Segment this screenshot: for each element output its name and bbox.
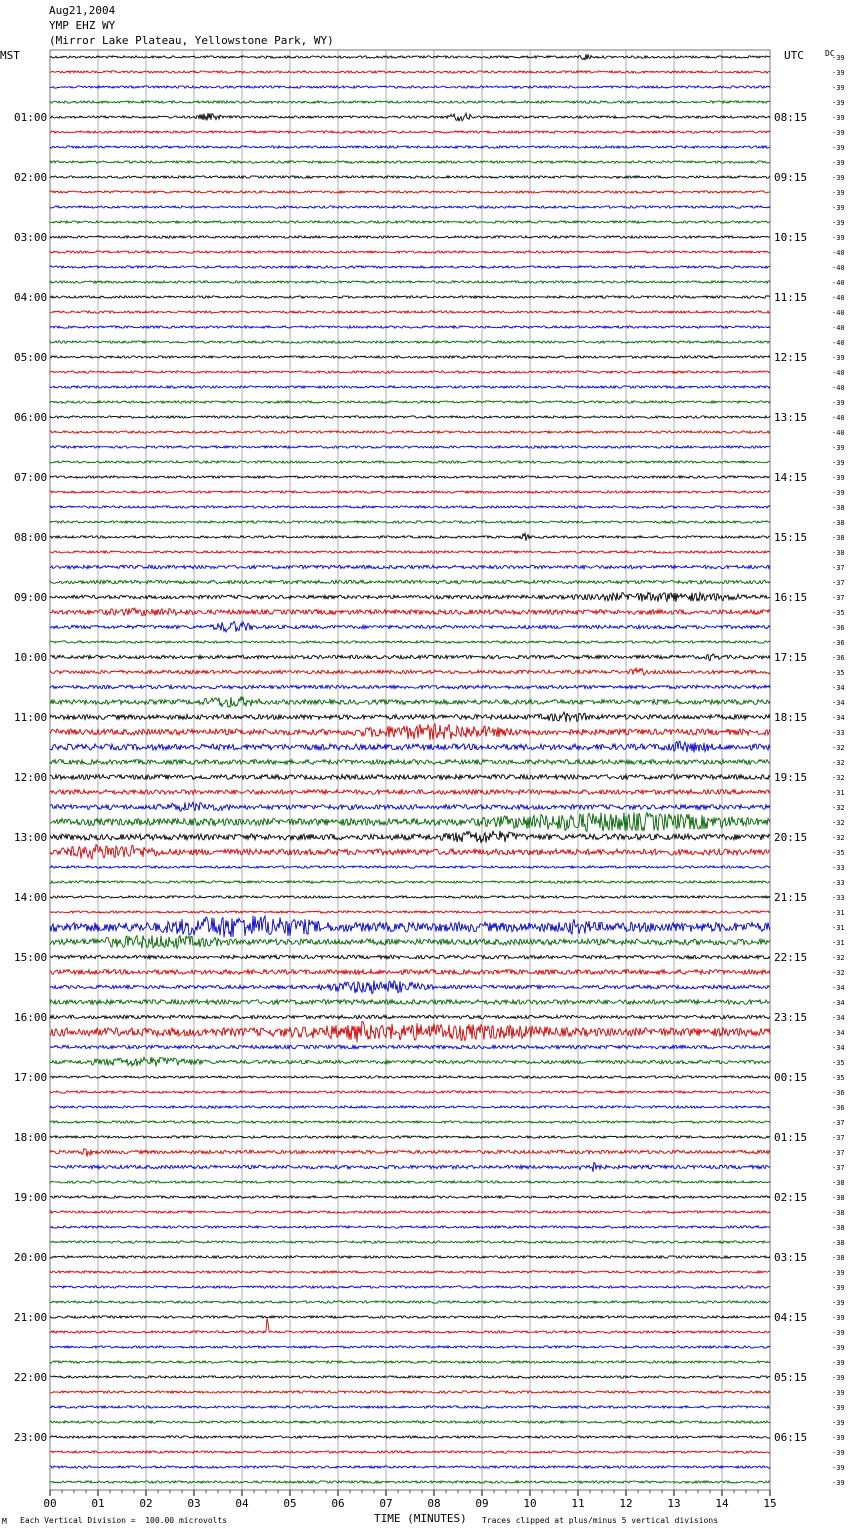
- x-tick-label: 04: [235, 1497, 249, 1510]
- seismic-trace: [50, 935, 770, 948]
- dc-offset-value: -39: [832, 1419, 845, 1427]
- seismic-trace: [50, 113, 770, 121]
- date-label: Aug21,2004: [49, 4, 116, 17]
- left-hour-label: 10:00: [14, 651, 48, 664]
- seismic-trace: [50, 551, 770, 553]
- seismic-trace: [50, 191, 770, 193]
- dc-offset-value: -34: [832, 699, 845, 707]
- dc-offset-value: -39: [832, 459, 845, 467]
- dc-offset-value: -40: [832, 309, 845, 317]
- left-hour-label: 16:00: [14, 1011, 48, 1024]
- scale-note: Each Vertical Division = 100.00 microvolts: [20, 1516, 228, 1525]
- dc-offset-value: -38: [832, 549, 845, 557]
- seismic-trace: [50, 251, 770, 253]
- left-hour-label: 19:00: [14, 1191, 48, 1204]
- dc-offset-value: -36: [832, 1104, 845, 1112]
- seismic-trace: [50, 386, 770, 388]
- x-tick-label: 12: [619, 1497, 633, 1510]
- seismic-trace: [50, 970, 770, 975]
- seismic-trace: [50, 1466, 770, 1468]
- seismic-trace: [50, 176, 770, 178]
- seismic-trace: [50, 1045, 770, 1049]
- dc-offset-value: -37: [832, 1119, 845, 1127]
- seismic-trace: [50, 1226, 770, 1228]
- seismic-trace: [50, 845, 770, 859]
- seismic-trace: [50, 1436, 770, 1438]
- seismic-trace: [50, 724, 770, 740]
- location-label: (Mirror Lake Plateau, Yellowstone Park, WY): [49, 34, 334, 47]
- seismic-trace: [50, 296, 770, 298]
- corner-mark: M: [2, 1517, 7, 1526]
- seismic-trace: [50, 697, 770, 708]
- dc-offset-value: -38: [832, 534, 845, 542]
- dc-offset-value: -36: [832, 1089, 845, 1097]
- left-hour-label: 23:00: [14, 1431, 48, 1444]
- right-hour-label: 19:15: [774, 771, 808, 784]
- dc-offset-value: -31: [832, 924, 845, 932]
- right-hour-label: 14:15: [774, 471, 808, 484]
- seismic-trace: [50, 1076, 770, 1078]
- dc-offset-value: -32: [832, 954, 845, 962]
- dc-offset-value: -35: [832, 609, 845, 617]
- dc-offset-value: -32: [832, 804, 845, 812]
- right-hour-label: 04:15: [774, 1311, 808, 1324]
- dc-offset-value: -40: [832, 414, 845, 422]
- seismic-trace: [50, 621, 770, 632]
- right-hour-label: 22:15: [774, 951, 808, 964]
- left-hour-label: 18:00: [14, 1131, 48, 1144]
- left-hour-label: 02:00: [14, 171, 48, 184]
- seismic-trace: [50, 521, 770, 523]
- seismic-trace: [50, 266, 770, 268]
- dc-offset-value: -40: [832, 384, 845, 392]
- seismic-trace: [50, 712, 770, 722]
- dc-offset-value: -36: [832, 624, 845, 632]
- x-axis: [43, 1490, 776, 1510]
- seismic-trace: [50, 431, 770, 433]
- seismic-trace: [50, 565, 770, 569]
- right-hour-label: 05:15: [774, 1371, 808, 1384]
- dc-offset-value: -39: [832, 174, 845, 182]
- seismic-trace: [50, 608, 770, 616]
- dc-offset-value: -35: [832, 1074, 845, 1082]
- dc-offset-value: -32: [832, 819, 845, 827]
- dc-offset-value: -39: [832, 204, 845, 212]
- seismic-trace: [50, 356, 770, 358]
- dc-offset-value: -39: [832, 1449, 845, 1457]
- seismic-trace: [50, 668, 770, 675]
- dc-offset-value: -36: [832, 639, 845, 647]
- seismic-trace: [50, 654, 770, 661]
- dc-offset-value: -39: [832, 1359, 845, 1367]
- seismic-trace: [50, 1015, 770, 1019]
- seismic-trace: [50, 221, 770, 223]
- left-hour-label: 05:00: [14, 351, 48, 364]
- seismic-trace: [50, 101, 770, 103]
- dc-offset-value: -39: [832, 114, 845, 122]
- dc-offset-value: -40: [832, 249, 845, 257]
- dc-offset-value: -39: [832, 1434, 845, 1442]
- dc-offset-value: -36: [832, 654, 845, 662]
- x-tick-label: 13: [667, 1497, 681, 1510]
- dc-offset-value: -38: [832, 1209, 845, 1217]
- x-tick-label: 07: [379, 1497, 393, 1510]
- right-hour-label: 13:15: [774, 411, 808, 424]
- left-hour-label: 12:00: [14, 771, 48, 784]
- left-timezone-label: MST: [0, 49, 20, 62]
- seismic-trace: [50, 916, 770, 938]
- seismic-trace: [50, 1361, 770, 1363]
- dc-offset-value: -39: [832, 489, 845, 497]
- seismic-trace: [50, 1136, 770, 1138]
- seismic-trace: [50, 146, 770, 148]
- dc-offset-value: -40: [832, 339, 845, 347]
- x-tick-label: 08: [427, 1497, 441, 1510]
- plot-grid: [50, 50, 770, 1490]
- seismic-trace: [50, 1318, 770, 1333]
- seismic-trace: [50, 491, 770, 493]
- seismic-trace: [50, 1022, 770, 1043]
- seismic-trace: [50, 1391, 770, 1393]
- x-tick-label: 06: [331, 1497, 345, 1510]
- dc-offset-value: -32: [832, 759, 845, 767]
- seismic-trace: [50, 831, 770, 843]
- dc-offset-value: -39: [832, 1404, 845, 1412]
- seismic-trace: [50, 71, 770, 73]
- dc-offset-value: -39: [832, 1344, 845, 1352]
- x-axis-title: TIME (MINUTES): [374, 1512, 467, 1525]
- dc-offset-value: -37: [832, 579, 845, 587]
- seismic-trace: [50, 812, 770, 831]
- dc-offset-value: -32: [832, 774, 845, 782]
- seismic-trace: [50, 131, 770, 133]
- seismic-trace: [50, 1149, 770, 1157]
- seismic-trace: [50, 236, 770, 238]
- dc-offset-value: -34: [832, 684, 845, 692]
- dc-offset-value: -40: [832, 264, 845, 272]
- dc-offset-value: -39: [832, 399, 845, 407]
- seismic-trace: [50, 1163, 770, 1172]
- left-hour-labels: [14, 111, 47, 1444]
- x-tick-label: 03: [187, 1497, 201, 1510]
- seismic-trace: [50, 446, 770, 448]
- right-hour-labels: [774, 111, 807, 1444]
- dc-offset-labels: [832, 54, 845, 1487]
- dc-offset-value: -38: [832, 1194, 845, 1202]
- dc-offset-value: -37: [832, 1134, 845, 1142]
- dc-offset-value: -39: [832, 1464, 845, 1472]
- dc-offset-value: -37: [832, 1149, 845, 1157]
- dc-offset-value: -39: [832, 144, 845, 152]
- dc-offset-value: -31: [832, 909, 845, 917]
- dc-offset-value: -39: [832, 159, 845, 167]
- dc-offset-value: -38: [832, 504, 845, 512]
- dc-offset-value: -39: [832, 69, 845, 77]
- dc-offset-value: -39: [832, 1374, 845, 1382]
- seismic-trace: [50, 641, 770, 643]
- left-hour-label: 14:00: [14, 891, 48, 904]
- right-hour-label: 01:15: [774, 1131, 808, 1144]
- dc-offset-value: -33: [832, 894, 845, 902]
- right-hour-label: 02:15: [774, 1191, 808, 1204]
- dc-offset-value: -35: [832, 669, 845, 677]
- seismic-trace: [50, 896, 770, 898]
- dc-offset-value: -35: [832, 1059, 845, 1067]
- right-hour-label: 03:15: [774, 1251, 808, 1264]
- dc-offset-value: -38: [832, 1179, 845, 1187]
- left-hour-label: 09:00: [14, 591, 48, 604]
- x-tick-label: 00: [43, 1497, 57, 1510]
- right-timezone-label: UTC: [784, 49, 804, 62]
- x-tick-label: 01: [91, 1497, 105, 1510]
- left-hour-label: 07:00: [14, 471, 48, 484]
- dc-offset-value: -34: [832, 1044, 845, 1052]
- seismic-trace: [50, 371, 770, 373]
- seismic-trace: [50, 1451, 770, 1453]
- right-hour-label: 12:15: [774, 351, 808, 364]
- dc-offset-value: -40: [832, 294, 845, 302]
- left-hour-label: 01:00: [14, 111, 48, 124]
- right-hour-label: 06:15: [774, 1431, 808, 1444]
- dc-offset-value: -37: [832, 564, 845, 572]
- plot-frame: [50, 50, 770, 1490]
- seismic-trace: [50, 881, 770, 883]
- seismic-trace: [50, 802, 770, 811]
- dc-offset-value: -39: [832, 84, 845, 92]
- dc-offset-value: -39: [832, 1329, 845, 1337]
- dc-offset-value: -39: [832, 99, 845, 107]
- seismic-trace: [50, 506, 770, 508]
- seismic-trace: [50, 1316, 770, 1318]
- dc-offset-value: -32: [832, 744, 845, 752]
- left-hour-label: 13:00: [14, 831, 48, 844]
- seismic-trace: [50, 775, 770, 780]
- x-tick-label: 02: [139, 1497, 153, 1510]
- seismic-trace: [50, 1421, 770, 1423]
- dc-offset-value: -40: [832, 369, 845, 377]
- seismic-trace: [50, 1346, 770, 1348]
- dc-offset-value: -37: [832, 594, 845, 602]
- seismic-trace: [50, 866, 770, 868]
- right-hour-label: 18:15: [774, 711, 808, 724]
- dc-offset-value: -39: [832, 1389, 845, 1397]
- seismic-trace: [50, 980, 770, 993]
- x-tick-label: 15: [763, 1497, 777, 1510]
- dc-offset-value: -40: [832, 429, 845, 437]
- left-hour-label: 17:00: [14, 1071, 48, 1084]
- seismic-trace: [50, 580, 770, 584]
- seismic-trace: [50, 955, 770, 959]
- right-hour-label: 16:15: [774, 591, 808, 604]
- dc-offset-value: -37: [832, 1164, 845, 1172]
- dc-offset-value: -33: [832, 864, 845, 872]
- dc-offset-value: -32: [832, 969, 845, 977]
- trace-group: [50, 54, 770, 1483]
- seismic-trace: [50, 592, 770, 602]
- dc-offset-value: -39: [832, 129, 845, 137]
- seismic-trace: [50, 1091, 770, 1093]
- x-tick-label: 14: [715, 1497, 729, 1510]
- seismic-trace: [50, 1256, 770, 1258]
- seismic-trace: [50, 790, 770, 795]
- clip-note: Traces clipped at plus/minus 5 vertical divisions: [482, 1516, 719, 1525]
- left-hour-label: 03:00: [14, 231, 48, 244]
- dc-offset-value: -39: [832, 1299, 845, 1307]
- right-hour-label: 15:15: [774, 531, 808, 544]
- seismic-trace: [50, 401, 770, 403]
- dc-offset-value: -38: [832, 519, 845, 527]
- seismic-trace: [50, 533, 770, 540]
- dc-offset-value: -34: [832, 999, 845, 1007]
- x-tick-label: 05: [283, 1497, 297, 1510]
- dc-offset-value: -34: [832, 1014, 845, 1022]
- dc-offset-value: -39: [832, 1269, 845, 1277]
- right-hour-label: 23:15: [774, 1011, 808, 1024]
- x-tick-label: 10: [523, 1497, 537, 1510]
- seismic-trace: [50, 1271, 770, 1273]
- right-hour-label: 17:15: [774, 651, 808, 664]
- seismic-trace: [50, 311, 770, 313]
- seismic-trace: [50, 1000, 770, 1005]
- dc-offset-value: -39: [832, 444, 845, 452]
- seismic-trace: [50, 206, 770, 208]
- seismic-trace: [50, 86, 770, 88]
- seismic-trace: [50, 1106, 770, 1108]
- dc-offset-value: -39: [832, 219, 845, 227]
- dc-offset-value: -39: [832, 1284, 845, 1292]
- seismic-trace: [50, 281, 770, 283]
- seismic-trace: [50, 685, 770, 689]
- left-hour-label: 22:00: [14, 1371, 48, 1384]
- dc-offset-value: -39: [832, 1314, 845, 1322]
- left-hour-label: 06:00: [14, 411, 48, 424]
- seismic-trace: [50, 1481, 770, 1483]
- seismic-trace: [50, 741, 770, 752]
- dc-offset-value: -39: [832, 189, 845, 197]
- seismic-trace: [50, 1286, 770, 1288]
- x-tick-label: 09: [475, 1497, 489, 1510]
- dc-offset-value: -40: [832, 279, 845, 287]
- dc-offset-value: -31: [832, 939, 845, 947]
- left-hour-label: 04:00: [14, 291, 48, 304]
- seismic-trace: [50, 1057, 770, 1066]
- left-hour-label: 21:00: [14, 1311, 48, 1324]
- seismic-trace: [50, 1301, 770, 1303]
- right-hour-label: 00:15: [774, 1071, 808, 1084]
- seismic-trace: [50, 1406, 770, 1408]
- right-hour-label: 11:15: [774, 291, 808, 304]
- seismic-trace: [50, 161, 770, 163]
- dc-offset-value: -39: [832, 474, 845, 482]
- seismic-trace: [50, 1196, 770, 1198]
- right-hour-label: 09:15: [774, 171, 808, 184]
- dc-offset-value: -33: [832, 729, 845, 737]
- left-hour-label: 15:00: [14, 951, 48, 964]
- dc-offset-value: -31: [832, 789, 845, 797]
- seismic-trace: [50, 54, 770, 60]
- left-hour-label: 08:00: [14, 531, 48, 544]
- seismic-trace: [50, 416, 770, 418]
- dc-offset-value: -38: [832, 1239, 845, 1247]
- seismic-trace: [50, 326, 770, 328]
- dc-offset-value: -39: [832, 234, 845, 242]
- seismic-trace: [50, 1376, 770, 1378]
- right-hour-label: 21:15: [774, 891, 808, 904]
- seismic-trace: [50, 1211, 770, 1213]
- dc-offset-value: -40: [832, 324, 845, 332]
- dc-offset-value: -39: [832, 54, 845, 62]
- seismic-trace: [50, 1181, 770, 1183]
- seismic-trace: [50, 461, 770, 463]
- seismic-trace: [50, 341, 770, 343]
- right-hour-label: 10:15: [774, 231, 808, 244]
- dc-offset-value: -39: [832, 1479, 845, 1487]
- seismic-trace: [50, 476, 770, 478]
- dc-offset-value: -32: [832, 834, 845, 842]
- right-hour-label: 08:15: [774, 111, 808, 124]
- seismic-trace: [50, 760, 770, 765]
- station-label: YMP EHZ WY: [49, 19, 116, 32]
- x-tick-label: 11: [571, 1497, 585, 1510]
- dc-offset-value: -34: [832, 1029, 845, 1037]
- dc-offset-value: -33: [832, 879, 845, 887]
- dc-offset-value: -39: [832, 354, 845, 362]
- seismic-trace: [50, 911, 770, 913]
- dc-offset-value: -38: [832, 1224, 845, 1232]
- dc-offset-value: -34: [832, 714, 845, 722]
- seismic-trace: [50, 1241, 770, 1243]
- dc-offset-value: -38: [832, 1254, 845, 1262]
- dc-offset-value: -35: [832, 849, 845, 857]
- dc-offset-value: -34: [832, 984, 845, 992]
- right-hour-label: 20:15: [774, 831, 808, 844]
- dc-label: DC: [825, 49, 835, 58]
- left-hour-label: 20:00: [14, 1251, 48, 1264]
- seismic-trace: [50, 1121, 770, 1123]
- left-hour-label: 11:00: [14, 711, 48, 724]
